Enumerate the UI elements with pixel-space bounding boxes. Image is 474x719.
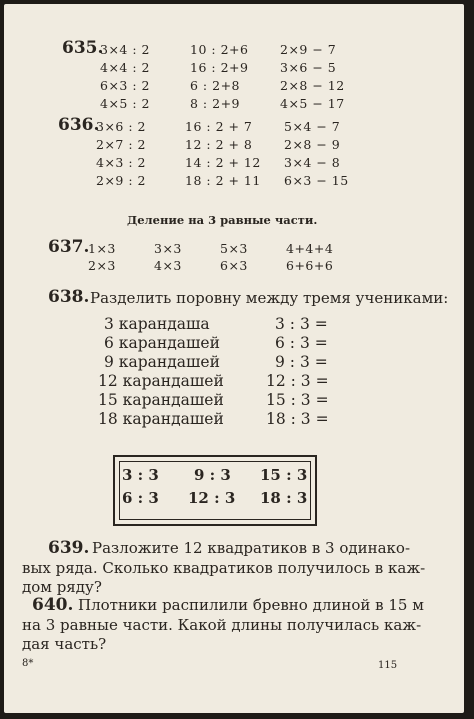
ex636-c3-r3: 3×4 − 8 (284, 155, 341, 170)
ex640-line-3: дая часть? (22, 635, 107, 653)
ex637-r2-c1: 2×3 (88, 258, 116, 273)
ex638-item-4: 12 карандашей (98, 372, 224, 390)
ex636-c1-r1: 3×6 : 2 (96, 119, 146, 134)
exercise-number-639: 639. (48, 538, 90, 558)
box-r2-c1: 6 : 3 (122, 489, 159, 507)
ex639-line-2: вых ряда. Сколько квадратиков получилось в каж- (22, 559, 426, 577)
ex638-text: Разделить поровну между тремя учениками: (90, 289, 449, 307)
ex638-expr-3: 9 : 3 = (275, 353, 328, 371)
page-number: 115 (378, 660, 398, 671)
ex636-c1-r4: 2×9 : 2 (96, 173, 146, 188)
box-r1-c1: 3 : 3 (122, 466, 159, 484)
ex637-r2-c4: 6+6+6 (286, 258, 334, 273)
ex638-item-2: 6 карандашей (104, 334, 220, 352)
ex636-c3-r4: 6×3 − 15 (284, 173, 349, 188)
ex637-r1-c1: 1×3 (88, 241, 116, 256)
exercise-number-636: 636. (58, 115, 100, 135)
ex635-c2-r3: 6 : 2+8 (190, 78, 240, 93)
ex637-r1-c2: 3×3 (154, 241, 182, 256)
ex638-item-1: 3 карандаша (104, 315, 210, 333)
ex638-expr-1: 3 : 3 = (275, 315, 328, 333)
ex636-c3-r2: 2×8 − 9 (284, 137, 341, 152)
ex636-c2-r2: 12 : 2 + 8 (185, 137, 253, 152)
ex636-c2-r1: 16 : 2 + 7 (185, 119, 253, 134)
exercise-number-637: 637. (48, 237, 90, 257)
ex637-r2-c3: 6×3 (220, 258, 248, 273)
ex638-expr-5: 15 : 3 = (266, 391, 329, 409)
ex636-c2-r3: 14 : 2 + 12 (185, 155, 261, 170)
exercise-number-635: 635. (62, 38, 104, 58)
ex638-expr-4: 12 : 3 = (266, 372, 329, 390)
exercise-number-640: 640. (32, 595, 74, 615)
ex638-item-3: 9 карандашей (104, 353, 220, 371)
box-r1-c2: 9 : 3 (194, 466, 231, 484)
exercise-number-638: 638. (48, 287, 90, 307)
ex635-c2-r4: 8 : 2+9 (190, 96, 240, 111)
ex640-line-2: на 3 равные части. Какой длины получилась каж- (22, 616, 422, 634)
section-heading: Деление на 3 равные части. (127, 213, 318, 227)
ex635-c1-r2: 4×4 : 2 (100, 60, 150, 75)
ex638-expr-6: 18 : 3 = (266, 410, 329, 428)
ex635-c1-r4: 4×5 : 2 (100, 96, 150, 111)
ex638-expr-2: 6 : 3 = (275, 334, 328, 352)
ex635-c1-r3: 6×3 : 2 (100, 78, 150, 93)
ex638-item-5: 15 карандашей (98, 391, 224, 409)
ex636-c2-r4: 18 : 2 + 11 (185, 173, 261, 188)
ex635-c2-r2: 16 : 2+9 (190, 60, 249, 75)
ex636-c1-r3: 4×3 : 2 (96, 155, 146, 170)
ex635-c1-r1: 3×4 : 2 (100, 42, 150, 57)
ex635-c3-r3: 2×8 − 12 (280, 78, 345, 93)
ex636-c1-r2: 2×7 : 2 (96, 137, 146, 152)
ex637-r2-c2: 4×3 (154, 258, 182, 273)
printer-signature: 8* (22, 658, 34, 669)
book-page (4, 4, 464, 713)
ex635-c3-r1: 2×9 − 7 (280, 42, 337, 57)
ex637-r1-c3: 5×3 (220, 241, 248, 256)
box-r2-c3: 18 : 3 (260, 489, 308, 507)
ex639-line-3: дом ряду? (22, 578, 102, 596)
ex635-c3-r4: 4×5 − 17 (280, 96, 345, 111)
box-r1-c3: 15 : 3 (260, 466, 308, 484)
ex638-item-6: 18 карандашей (98, 410, 224, 428)
ex637-r1-c4: 4+4+4 (286, 241, 334, 256)
ex635-c3-r2: 3×6 − 5 (280, 60, 337, 75)
ex639-line-1: Разложите 12 квадратиков в 3 одинако- (92, 539, 411, 557)
ex640-line-1: Плотники распилили бревно длиной в 15 м (78, 596, 424, 614)
ex635-c2-r1: 10 : 2+6 (190, 42, 249, 57)
ex636-c3-r1: 5×4 − 7 (284, 119, 341, 134)
box-r2-c2: 12 : 3 (188, 489, 236, 507)
